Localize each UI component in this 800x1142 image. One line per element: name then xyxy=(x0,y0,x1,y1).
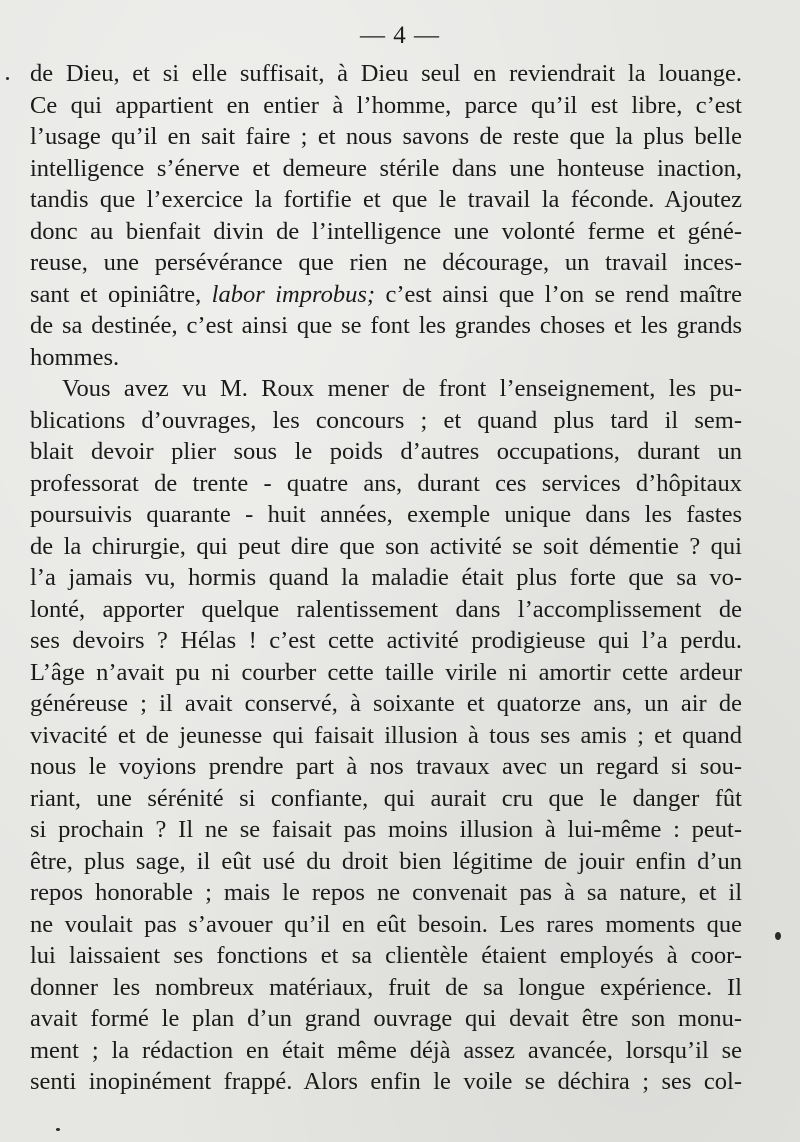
text-line: lonté, apporter quelque ralentissement dans l’accomplissement de xyxy=(30,595,742,623)
text-line: Vous avez vu M. Roux mener de front l’enseignement, les pu- xyxy=(62,375,742,402)
text-line: vivacité et de jeunesse qui faisait illusion à tous ses amis ; et quand xyxy=(30,721,742,749)
text-line: Ce qui appartient en entier à l’homme, parce qu’il est libre, c’est xyxy=(30,91,742,119)
text-line: reuse, une persévérance que rien ne décourage, un travail inces- xyxy=(30,249,742,276)
text-line: L’âge n’avait pu ni courber cette taille virile ni amortir cette ardeur xyxy=(30,658,742,686)
text-line: de la chirurgie, qui peut dire que son activité se soit démentie ? qui xyxy=(30,532,742,560)
text-line: hommes. xyxy=(30,343,120,371)
text-line: généreuse ; il avait conservé, à soixante et quatorze ans, un air de xyxy=(30,690,742,717)
text-line xyxy=(30,279,742,311)
text-line: ment ; la rédaction en était même déjà assez avancée, lorsqu’il se xyxy=(30,1036,742,1064)
text-line: de Dieu, et si elle suffisait, à Dieu seul en reviendrait la louange. xyxy=(30,60,742,87)
body-text xyxy=(30,58,742,1098)
latin-phrase: labor improbus; xyxy=(211,280,376,308)
text-line: tandis que l’exercice la fortifie et que le travail la féconde. Ajoutez xyxy=(30,186,742,213)
page-number: — 4 — xyxy=(360,22,440,49)
text-line: senti inopinément frappé. Alors enfin le voile se déchira ; ses col- xyxy=(30,1068,742,1095)
text-line: blait devoir plier sous le poids d’autres occupations, durant un xyxy=(30,438,742,465)
text-line: avait formé le plan d’un grand ouvrage qui devait être son monu- xyxy=(30,1005,742,1032)
line-segment: c’est ainsi que l’on se rend maître xyxy=(375,280,742,308)
text-line: blications d’ouvrages, les concours ; et quand plus tard il sem- xyxy=(30,406,742,434)
text-line: poursuivis quarante - huit années, exemple unique dans les fastes xyxy=(30,501,742,528)
text-line: lui laissaient ses fonctions et sa clientèle étaient employés à coor- xyxy=(30,942,742,969)
line-segment: sant et opiniâtre, xyxy=(30,280,212,308)
text-line: professorat de trente - quatre ans, durant ces services d’hôpitaux xyxy=(30,469,742,497)
ink-speck xyxy=(775,932,781,940)
text-line: l’a jamais vu, hormis quand la maladie était plus forte que sa vo- xyxy=(30,564,742,591)
ink-speck xyxy=(6,77,9,80)
text-line: être, plus sage, il eût usé du droit bien légitime de jouir enfin d’un xyxy=(30,847,742,875)
text-line: repos honorable ; mais le repos ne convenait pas à sa nature, et il xyxy=(30,879,742,906)
text-line: l’usage qu’il en sait faire ; et nous savons de reste que la plus belle xyxy=(30,123,742,150)
text-line: donc au bienfait divin de l’intelligence une volonté ferme et géné- xyxy=(30,217,742,245)
text-line: donner les nombreux matériaux, fruit de sa longue expérience. Il xyxy=(30,973,742,1001)
text-line: de sa destinée, c’est ainsi que se font les grandes choses et les grands xyxy=(30,312,742,339)
text-line: si prochain ? Il ne se faisait pas moins illusion à lui-même : peut- xyxy=(30,816,742,843)
text-line: intelligence s’énerve et demeure stérile dans une honteuse inaction, xyxy=(30,154,742,182)
text-line: riant, une sérénité si confiante, qui aurait cru que le danger fût xyxy=(30,784,742,812)
text-line: nous le voyions prendre part à nos travaux avec un regard si sou- xyxy=(30,753,742,780)
ink-speck xyxy=(56,1128,60,1131)
text-line: ne voulait pas s’avouer qu’il en eût besoin. Les rares moments que xyxy=(30,910,742,938)
text-line: ses devoirs ? Hélas ! c’est cette activité prodigieuse qui l’a perdu. xyxy=(30,627,742,654)
paragraph xyxy=(30,373,742,1098)
paragraph xyxy=(30,58,742,373)
